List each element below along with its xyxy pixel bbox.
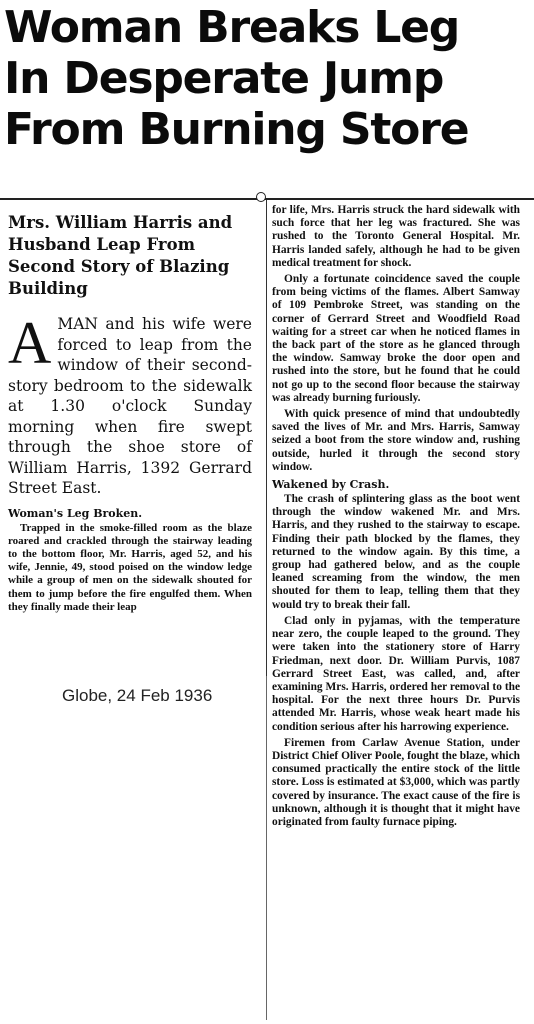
lede-text: MAN and his wife were forced to leap from the window of their second-story bedroom to the sidewalk at 1.30 o'clock Sunday morning when fire swept through the shoe store of William Harris, 1392 Gerrard Street East. <box>8 315 252 497</box>
column-divider-lower <box>266 676 267 1020</box>
body-paragraph: Only a fortunate coincidence saved the couple from being victims of the flames. Albert Samway of 109 Pembroke Street, was standing on the corner of Gerrard Street and Woodfield Road waiting for a street car when he noticed flames in the back part of the store as he glanced through the window. Samway broke the door open and rushed into the store, but he found that he could not go up to the second floor because the stairway was already burning furiously. <box>272 273 520 404</box>
deck-subheadline: Mrs. William Harris and Husband Leap From Second Story of Blazing Building <box>8 213 233 298</box>
headline-line-3: From Burning Store <box>4 104 469 155</box>
body-paragraph: Firemen from Carlaw Avenue Station, under District Chief Oliver Poole, fought the blaze, which consumed practically the entire stock of the little store. Loss is estimated at $3,000, which was partly covered by insurance. The exact cause of the fire is unknown, although it is thought that it might have originated from faulty furnace piping. <box>272 736 520 828</box>
headline-line-2: In Desperate Jump <box>4 53 444 104</box>
headline-line-1: Woman Breaks Leg <box>4 2 460 53</box>
body-paragraph: for life, Mrs. Harris struck the hard sidewalk with such force that her leg was fractured. She was rushed to the Toronto General Hospital. Mr. Harris landed safely, although he had to be given medical treatment for shock. <box>272 204 520 269</box>
body-paragraph: The crash of splintering glass as the boot went through the window wakened Mr. and Mrs. Harris, and they rushed to the stairway to escape. Finding their path blocked by the flames, they returned to the window again. By this time, a group had gathered below, and as the couple leaned screaming from the window, the men shouted for them to leap, telling them that they would try to break their fall. <box>272 493 520 611</box>
body-paragraph: Clad only in pyjamas, with the temperature near zero, the couple leaped to the ground. They were taken into the stationery store of Harry Friedman, next door. Dr. William Purvis, 1087 Gerrard Street East, was called, and, after examining Mrs. Harris, ordered her removal to the hospital. For the next three hours Dr. Purvis attended Mr. Harris, whose weak heart made his condition serious after his harrowing experience. <box>272 614 520 733</box>
right-column <box>272 204 520 832</box>
ornament-circle <box>256 192 266 202</box>
subheading-leg-broken: Woman's Leg Broken. <box>8 506 143 520</box>
body-paragraph: Trapped in the smoke-filled room as the blaze roared and crackled through the stairway leading to the bottom floor, Mr. Harris, aged 52, and his wife, Jennie, 49, stood poised on the window ledge while a group of men on the sidewalk shouted for them to jump before the fire engulfed them. When they finally made their leap <box>8 521 252 613</box>
subheading-wakened: Wakened by Crash. <box>272 478 390 492</box>
body-paragraph: With quick presence of mind that undoubtedly saved the lives of Mr. and Mrs. Harris, Samway seized a boot from the store window and, rushing outside, hurled it through the second story window. <box>272 408 520 473</box>
headline <box>4 2 530 155</box>
source-caption: Globe, 24 Feb 1936 <box>62 686 213 705</box>
column-divider <box>266 200 267 676</box>
headline-rule <box>0 198 534 200</box>
left-column <box>8 212 252 617</box>
drop-cap: A <box>8 310 52 376</box>
lede-paragraph <box>8 310 252 499</box>
